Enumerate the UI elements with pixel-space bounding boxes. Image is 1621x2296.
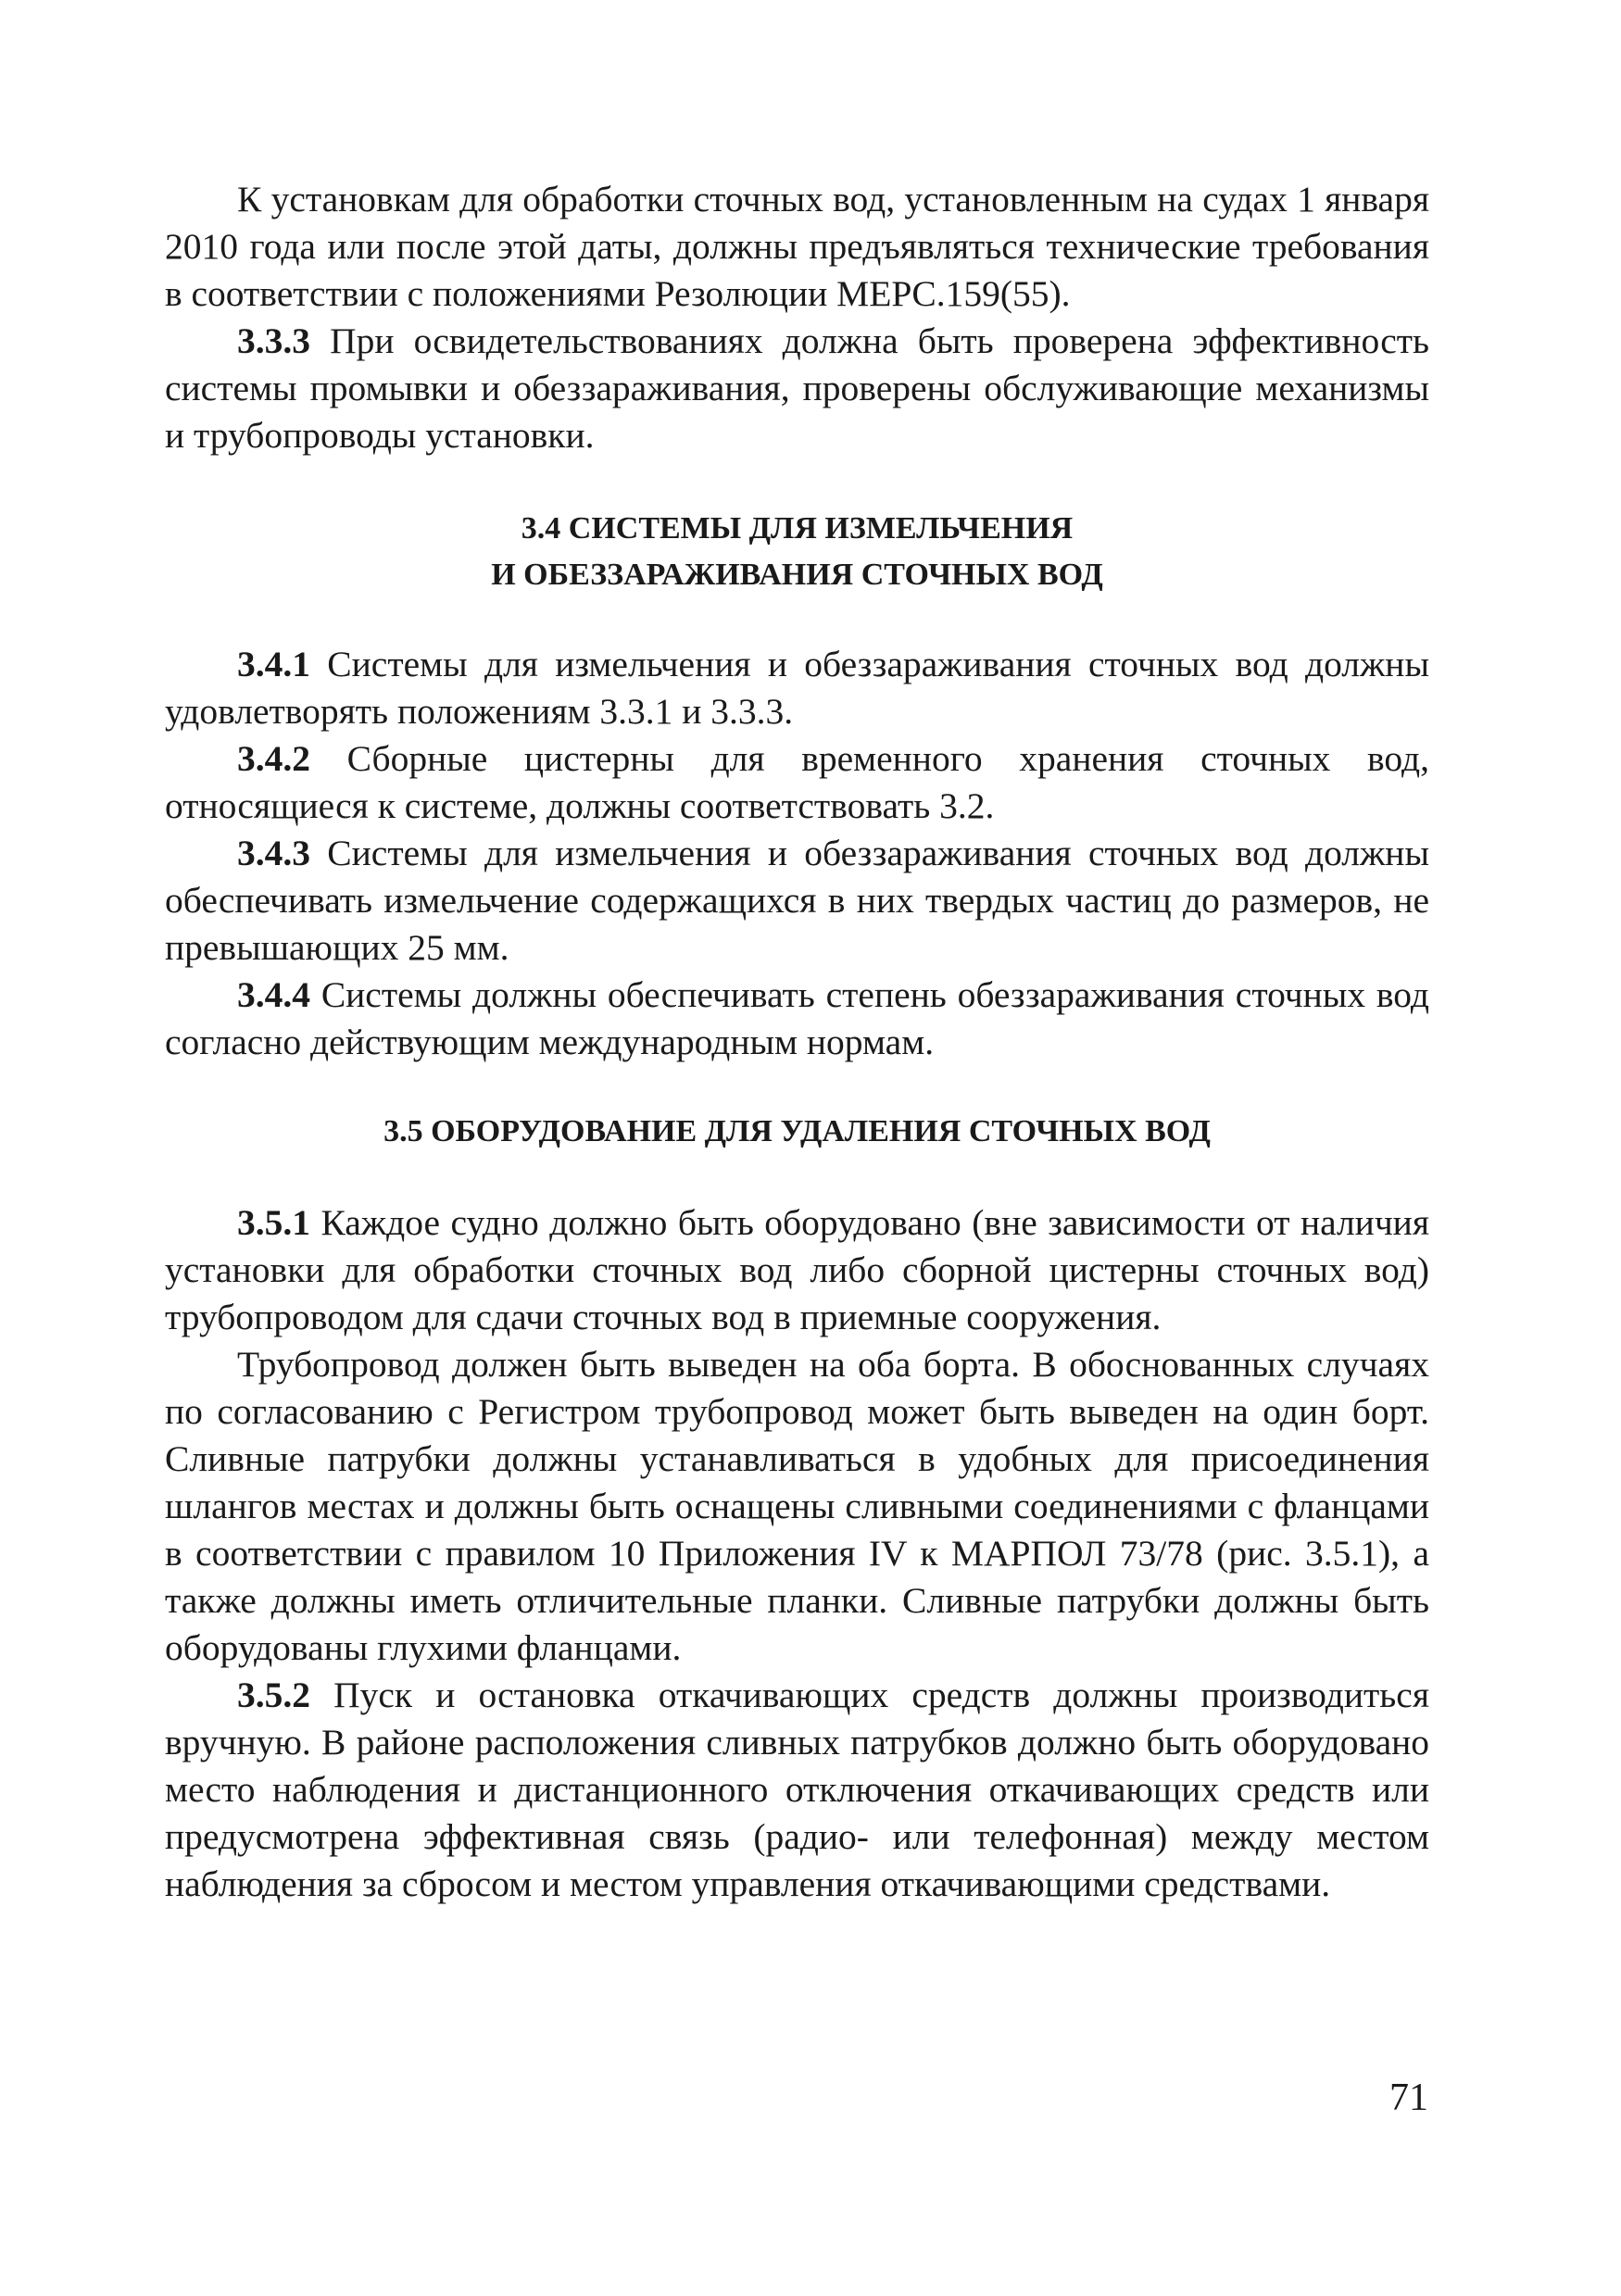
paragraph-text: К установкам для обработки сточных вод, установленным на судах 1 января 2010 года или после этой даты, должны предъявляться технические требования в соответствии с положениями Резолюции MEPC.159(55).: [165, 179, 1429, 314]
paragraph-number: 3.5.2: [237, 1675, 310, 1715]
section-heading-3-4: [165, 506, 1429, 598]
paragraph-3-4-1: [165, 641, 1429, 735]
heading-line: 3.5 ОБОРУДОВАНИЕ ДЛЯ УДАЛЕНИЯ СТОЧНЫХ ВОД: [383, 1114, 1211, 1148]
paragraph-text: Системы для измельчения и обеззараживания сточных вод должны обеспечивать измельчение содержащихся в них твердых частиц до размеров, не превышающих 25 мм.: [165, 833, 1429, 968]
paragraph-number: 3.3.3: [237, 320, 310, 361]
paragraph-3-4-2: [165, 735, 1429, 830]
paragraph-3-5-2: [165, 1672, 1429, 1908]
paragraph-3-5-1: [165, 1199, 1429, 1341]
paragraph-number: 3.4.4: [237, 974, 310, 1015]
paragraph-text: Системы для измельчения и обеззараживания сточных вод должны удовлетворять положениям 3.3.1 и 3.3.3.: [165, 644, 1429, 732]
paragraph-number: 3.4.3: [237, 833, 310, 873]
paragraph-number: 3.4.2: [237, 738, 310, 779]
heading-line: И ОБЕЗЗАРАЖИВАНИЯ СТОЧНЫХ ВОД: [491, 558, 1103, 592]
paragraph-text: Системы должны обеспечивать степень обеззараживания сточных вод согласно действующим международным нормам.: [165, 974, 1429, 1062]
paragraph-text: Каждое судно должно быть оборудовано (вне зависимости от наличия установки для обработки сточных вод либо сборной цистерны сточных вод) трубопроводом для сдачи сточных вод в приемные сооружения.: [165, 1202, 1429, 1337]
paragraph-text: Пуск и остановка откачивающих средств должны производиться вручную. В районе расположения сливных патрубков должно быть оборудовано место наблюдения и дистанционного отключения откачивающих средств или предусмотрена эффективная связь (радио- или телефонная) между местом наблюдения за сбросом и местом управления откачивающими средствами.: [165, 1675, 1429, 1904]
paragraph-number: 3.4.1: [237, 644, 310, 684]
paragraph-text: При освидетельствованиях должна быть проверена эффективность системы промывки и обеззараживания, проверены обслуживающие механизмы и трубопроводы установки.: [165, 320, 1429, 456]
paragraph-number: 3.5.1: [237, 1202, 310, 1243]
document-body: [165, 176, 1429, 1908]
paragraph-text: Сборные цистерны для временного хранения сточных вод, относящиеся к системе, должны соответствовать 3.2.: [165, 738, 1429, 826]
heading-line: 3.4 СИСТЕМЫ ДЛЯ ИЗМЕЛЬЧЕНИЯ: [521, 511, 1074, 546]
paragraph-pipeline: [165, 1341, 1429, 1672]
page-number: 71: [1389, 2076, 1428, 2119]
paragraph-intro: [165, 176, 1429, 318]
paragraph-text: Трубопровод должен быть выведен на оба борта. В обоснованных случаях по согласованию с Регистром трубопровод может быть выведен на один борт. Сливные патрубки должны устанавливаться в удобных для присоединения шлангов местах и должны быть оснащены сливными соединениями с фланцами в соответствии с правилом 10 Приложения IV к МАРПОЛ 73/78 (рис. 3.5.1), а также должны иметь отличительные планки. Сливные патрубки должны быть оборудованы глухими фланцами.: [165, 1344, 1429, 1668]
section-heading-3-5: [165, 1109, 1429, 1155]
paragraph-3-4-4: [165, 972, 1429, 1066]
paragraph-3-4-3: [165, 830, 1429, 972]
paragraph-3-3-3: [165, 318, 1429, 459]
